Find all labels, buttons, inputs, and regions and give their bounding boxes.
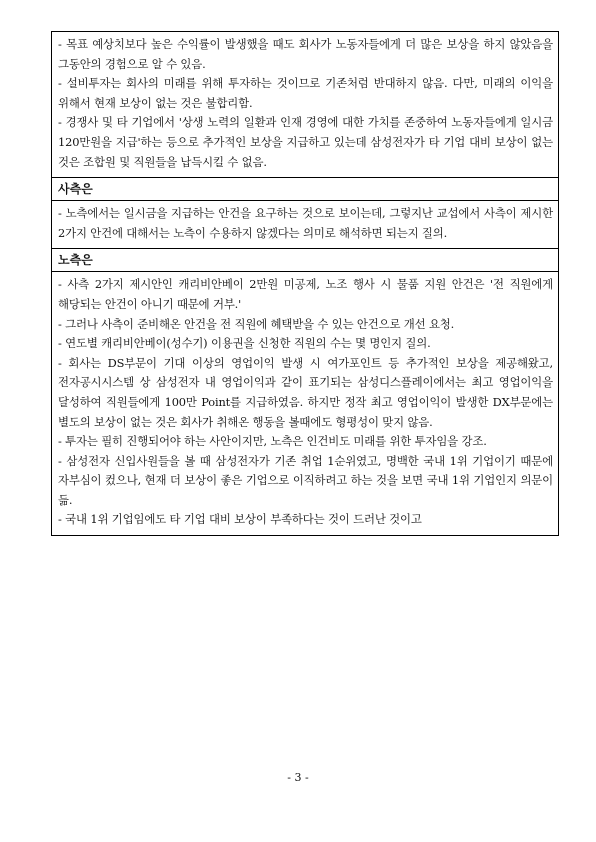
union-item: - 연도별 캐리비안베이(성수기) 이용권을 신청한 직원의 수는 몇 명인지 질의. [58, 336, 431, 351]
company-section-cell [52, 200, 558, 248]
intro-item: - 설비투자는 회사의 미래를 위해 투자하는 것이므로 기존처럼 반대하지 않음. 다만, 미래의 이익을 위해서 현재 보상이 없는 것은 불합리함. [58, 76, 553, 110]
intro-item: - 경쟁사 및 타 기업에서 '상생 노력의 일환과 인재 경영에 대한 가치를 존중하여 노동자들에게 일시금 120만원을 지급'하는 등으로 추가적인 보상을 지급하고 있는데 삼성전자가 타 기업 대비 보상이 없는 것은 조합원 및 직원들을 납득시킬 수 없음. [58, 115, 553, 169]
union-item: - 국내 1위 기업임에도 타 기업 대비 보상이 부족하다는 것이 드러난 것이고 [58, 512, 422, 527]
union-item: - 사측 2가지 제시안인 캐리비안베이 2만원 미공제, 노조 행사 시 물품 지원 안건은 '전 직원에게 해당되는 안건이 아니기 때문에 거부.' [58, 277, 553, 311]
company-section-header: 사측은 [52, 177, 558, 200]
union-item: - 삼성전자 신입사원들을 볼 때 삼성전자가 기존 취업 1순위였고, 명백한 국내 1위 기업이기 때문에 자부심이 컸으나, 현재 더 보상이 좋은 기업으로 이직하려고 하는 것을 보면 국내 1위 기업인지 의문이 듦. [58, 453, 553, 507]
union-section-cell [52, 271, 558, 535]
page-number: - 3 - [287, 771, 309, 784]
union-item: - 그러나 사측이 준비해온 안건을 전 직원에 혜택받을 수 있는 안건으로 개선 요청. [58, 316, 455, 331]
company-item: - 노측에서는 일시금을 지급하는 안건을 요구하는 것으로 보이는데, 그렇지난 교섭에서 사측이 제시한 2가지 안건에 대해서는 노측이 수용하지 않겠다는 의미로 해석하면 되는지 질의. [58, 206, 553, 240]
union-item: - 투자는 필히 진행되어야 하는 사안이지만, 노측은 인건비도 미래를 위한 투자임을 강조. [58, 434, 487, 449]
minutes-table [51, 31, 559, 536]
union-section-header: 노측은 [52, 248, 558, 271]
union-item: - 회사는 DS부문이 기대 이상의 영업이익 발생 시 여가포인트 등 추가적인 보상을 제공해왔고, 전자공시시스템 상 삼성전자 내 영업이익과 같이 표기되는 삼성디스플레이에서는 최고 영업이익을 달성하여 직원들에게 100만 Point를 지급하였음. 하지만 정작 최고 영업이익이 발생한 DX부문에는 별도의 보상이 없는 것은 회사가 취해온 행동을 볼때에도 형평성이 맞지 않음. [58, 355, 553, 429]
intro-item: - 목표 예상치보다 높은 수익률이 발생했을 때도 회사가 노동자들에게 더 많은 보상을 하지 않았음을 그동안의 경험으로 알 수 있음. [58, 37, 553, 71]
intro-cell [52, 32, 558, 177]
